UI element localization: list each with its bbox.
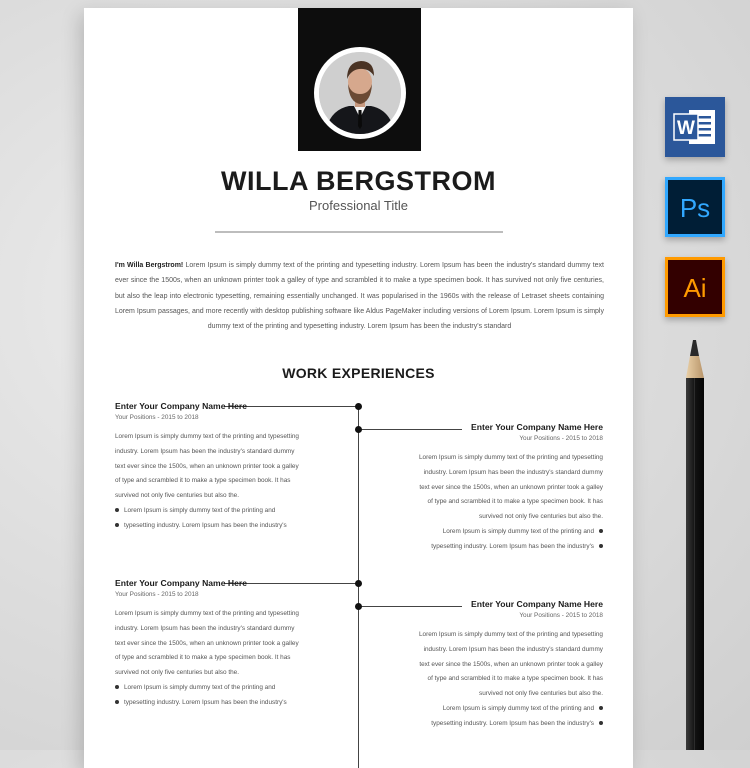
bullet-icon xyxy=(599,721,603,725)
bullet-icon xyxy=(599,544,603,548)
description-line: of type and scrambled it to make a type specimen book. It has xyxy=(427,675,603,683)
intro-line: Lorem Ipsum is simply dummy text of the printing and typesetting industry. Lorem Ipsum has been the industry's standard dummy xyxy=(183,262,591,269)
position-dates: Your Positions - 2015 to 2018 xyxy=(519,435,603,442)
entry-description xyxy=(388,628,603,702)
description-line: industry. Lorem Ipsum has been the industry's standard dummy xyxy=(115,624,295,632)
profile-photo xyxy=(319,52,401,134)
resume-name: WILLA BERGSTROM xyxy=(221,166,496,196)
intro-line: text ever since the 1500s, when an unknown printer took a galley of type and scrambled it to make a type specimen book. It has survived not only five xyxy=(115,262,604,285)
description-line: industry. Lorem Ipsum has been the industry's standard dummy xyxy=(423,468,603,476)
description-line: Lorem Ipsum is simply dummy text of the printing and typesetting xyxy=(419,631,603,638)
timeline-dot xyxy=(355,426,362,433)
intro-greeting: I'm Willa Bergstrom! xyxy=(115,262,184,269)
company-name: Enter Your Company Name Here xyxy=(115,578,247,588)
timeline-dot xyxy=(355,603,362,610)
photo-frame xyxy=(314,47,406,139)
bullet-text: typesetting industry. Lorem Ipsum has been the industry's xyxy=(431,719,594,727)
intro-line: sheets containing Lorem Ipsum passages, and more recently with desktop publishing software like Aldus PageMaker including versions of Lorem Ipsum. xyxy=(115,292,604,315)
bullet-icon xyxy=(599,529,603,533)
section-title-work: WORK EXPERIENCES xyxy=(282,365,435,381)
illustrator-icon xyxy=(665,257,725,317)
timeline-dot xyxy=(355,403,362,410)
bullet-icon xyxy=(115,700,119,704)
title-divider xyxy=(215,231,503,233)
description-line: industry. Lorem Ipsum has been the industry's standard dummy xyxy=(423,645,603,653)
experience-entry xyxy=(388,422,603,555)
photoshop-icon xyxy=(665,177,725,237)
description-line: Lorem Ipsum is simply dummy text of the printing and typesetting xyxy=(115,433,299,440)
bullet-icon xyxy=(115,685,119,689)
bullet-item xyxy=(388,717,603,732)
bullet-text: Lorem Ipsum is simply dummy text of the printing and xyxy=(124,683,276,691)
word-icon-letter: W xyxy=(677,118,695,139)
resume-page xyxy=(84,8,633,768)
description-line: text ever since the 1500s, when an unknown printer took a galley xyxy=(419,483,603,491)
description-line: text ever since the 1500s, when an unknown printer took a galley xyxy=(115,639,299,647)
entry-description xyxy=(388,451,603,525)
position-dates: Your Positions - 2015 to 2018 xyxy=(519,612,603,619)
bullet-icon xyxy=(115,523,119,527)
bullet-icon xyxy=(599,706,603,710)
intro-line: centuries, but also the leap into electronic typesetting, remaining essentially unchanged. It was popularised in the 1960s with the release of Letraset xyxy=(115,277,605,300)
experience-entry xyxy=(388,599,603,732)
entry-description xyxy=(115,430,330,504)
description-line: of type and scrambled it to make a type specimen book. It has xyxy=(115,477,291,485)
bullet-item xyxy=(388,540,603,555)
description-line: text ever since the 1500s, when an unknown printer took a galley xyxy=(419,660,603,668)
intro-paragraph xyxy=(115,258,604,334)
experience-entry xyxy=(115,578,330,711)
entry-description xyxy=(115,607,330,681)
timeline-line xyxy=(358,406,359,768)
pencil-icon xyxy=(680,338,716,750)
company-name: Enter Your Company Name Here xyxy=(115,401,247,411)
company-name: Enter Your Company Name Here xyxy=(471,599,603,609)
description-line: Lorem Ipsum is simply dummy text of the printing and typesetting xyxy=(115,610,299,617)
bullet-text: typesetting industry. Lorem Ipsum has been the industry's xyxy=(124,698,287,706)
experience-entry xyxy=(115,401,330,534)
timeline-dot xyxy=(355,580,362,587)
description-line: of type and scrambled it to make a type specimen book. It has xyxy=(115,654,291,662)
position-dates: Your Positions - 2015 to 2018 xyxy=(115,591,199,598)
description-line: survived not only five centuries but also the. xyxy=(479,690,603,698)
bullet-text: Lorem Ipsum is simply dummy text of the printing and xyxy=(442,704,594,712)
bullet-text: Lorem Ipsum is simply dummy text of the printing and xyxy=(442,527,594,535)
position-dates: Your Positions - 2015 to 2018 xyxy=(115,414,199,421)
professional-title: Professional Title xyxy=(309,198,408,213)
bullet-item xyxy=(115,504,330,519)
bullet-text: typesetting industry. Lorem Ipsum has been the industry's xyxy=(124,521,287,529)
bullet-icon xyxy=(115,508,119,512)
bullet-item xyxy=(388,525,603,540)
photoshop-icon-letters: Ps xyxy=(679,193,711,223)
intro-line: Lorem Ipsum is simply dummy text of the printing and typesetting industry. Lorem Ipsum has been the industry's standard xyxy=(207,307,604,331)
company-name: Enter Your Company Name Here xyxy=(471,422,603,432)
description-line: industry. Lorem Ipsum has been the industry's standard dummy xyxy=(115,447,295,455)
bullet-item xyxy=(115,696,330,711)
description-line: Lorem Ipsum is simply dummy text of the printing and typesetting xyxy=(419,454,603,461)
word-icon xyxy=(665,97,725,157)
bullet-text: Lorem Ipsum is simply dummy text of the printing and xyxy=(124,506,276,514)
description-line: text ever since the 1500s, when an unknown printer took a galley xyxy=(115,462,299,470)
description-line: survived not only five centuries but also the. xyxy=(115,669,239,677)
description-line: survived not only five centuries but also the. xyxy=(115,492,239,500)
bullet-text: typesetting industry. Lorem Ipsum has been the industry's xyxy=(431,542,594,550)
description-line: survived not only five centuries but also the. xyxy=(479,513,603,521)
illustrator-icon-letters: Ai xyxy=(683,273,707,303)
bullet-item xyxy=(388,702,603,717)
photo-header-block xyxy=(298,8,421,151)
bullet-item xyxy=(115,681,330,696)
description-line: of type and scrambled it to make a type specimen book. It has xyxy=(427,498,603,506)
bullet-item xyxy=(115,519,330,534)
